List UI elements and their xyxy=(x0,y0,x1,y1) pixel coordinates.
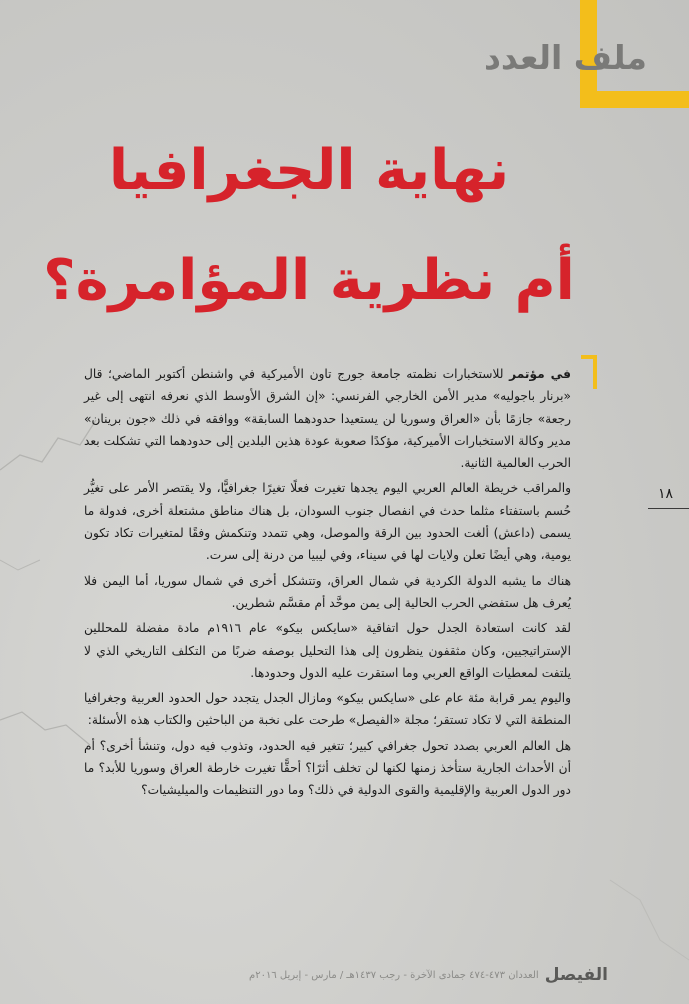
paragraph-3 xyxy=(84,570,571,615)
paragraph-4 xyxy=(84,617,571,684)
magazine-logo: الفيصل xyxy=(544,965,608,985)
paragraph-1 xyxy=(84,363,571,474)
section-label: ملف العدد xyxy=(483,38,647,77)
paragraph-5 xyxy=(84,687,571,732)
issue-info: العددان ٤٧٣-٤٧٤ جمادى الآخرة - رجب ١٤٣٧هـ / مارس - إبريل ٢٠١٦م xyxy=(249,969,539,981)
opening-bracket-decoration xyxy=(581,355,597,389)
paragraph-text: واليوم يمر قرابة مئة عام على «سايكس بيكو» ومازال الجدل يتجدد حول الحدود العربية وجغرافيا المنطقة التي لا تكاد تستقر؛ مجلة «الفيصل» طرحت على نخبة من الباحثين والكتاب هذه الأسئلة: xyxy=(84,691,571,728)
paragraph-6 xyxy=(84,735,571,802)
page-number-rule xyxy=(648,508,689,509)
paragraph-text: والمراقب خريطة العالم العربي اليوم يجدها تغيرت فعلًا تغيرًا جغرافيًّا، ولا يقتصر الأمر على تغيُّر حُسم باستفتاء مثلما حدث في انفصال جنوب السودان، بل هناك مناطق مشتعلة أخرى، فدولة ما يسمى (داعش) ألغت الحدود بين الرقة والموصل، وهي تتمدد وتنكمش وفقًا لمتغيرات تكاد تكون يومية، وهي أيضًا تعلن ولايات لها في سيناء، وفي ليبيا من درنة إلى سرت. xyxy=(84,481,571,563)
paragraph-text: هناك ما يشبه الدولة الكردية في شمال العراق، وتتشكل أخرى في شمال سوريا، أما اليمن فلا يُعرف هل ستفضي الحرب الحالية إلى يمن موحَّد أم مقسَّم شطرين. xyxy=(84,573,571,610)
article-title-line-1: نهاية الجغرافيا xyxy=(108,138,510,203)
page-footer xyxy=(118,965,608,985)
paragraph-text: للاستخبارات نظمته جامعة جورج تاون الأميركية في واشنطن أكتوبر الماضي؛ قال «برنار باجوليه» مدير الأمن الخارجي الفرنسي: «إن الشرق الأوسط الذي نعرفه انتهى إلى غير رجعة» جازمًا بأن «العراق وسوريا لن يستعيدا حدودهما السابقة» ووافقه في ذلك «جون برينان» مدير وكالة الاستخبارات الأميركية، مؤكدًا صعوبة عودة هذين البلدين إلى حدودهما التي تشكلت بعد الحرب العالمية الثانية. xyxy=(84,367,571,471)
paragraph-text: لقد كانت استعادة الجدل حول اتفاقية «سايكس بيكو» عام ١٩١٦م مادة مفضلة للمحللين الإستراتيجيين، وكان مثقفون ينظرون إلى هذا التحليل بوصفه ضربًا من التكلف التاريخي الذي لا يلتفت لمعطيات الواقع العربي وما استقرت عليه الدول وحدودها. xyxy=(84,621,571,680)
article-body xyxy=(84,363,571,805)
paragraph-2 xyxy=(84,477,571,566)
paragraph-lead: في مؤتمر xyxy=(509,367,571,381)
article-title-line-2: أم نظرية المؤامرة؟ xyxy=(43,248,575,313)
paragraph-text: هل العالم العربي بصدد تحول جغرافي كبير؛ تتغير فيه الحدود، وتذوب فيه دول، وتنشأ أخرى؟ أم أن الأحداث الجارية ستأخذ زمنها لكنها لن تخلف أثرًا؟ أحقًّا تغيرت خارطة العراق وسوريا للأبد؟ ما دور الدول العربية والإقليمية والقوى الدولية في ذلك؟ وما دور التنظيمات والميليشيات؟ xyxy=(84,738,571,798)
page-number: ١٨ xyxy=(658,486,674,502)
